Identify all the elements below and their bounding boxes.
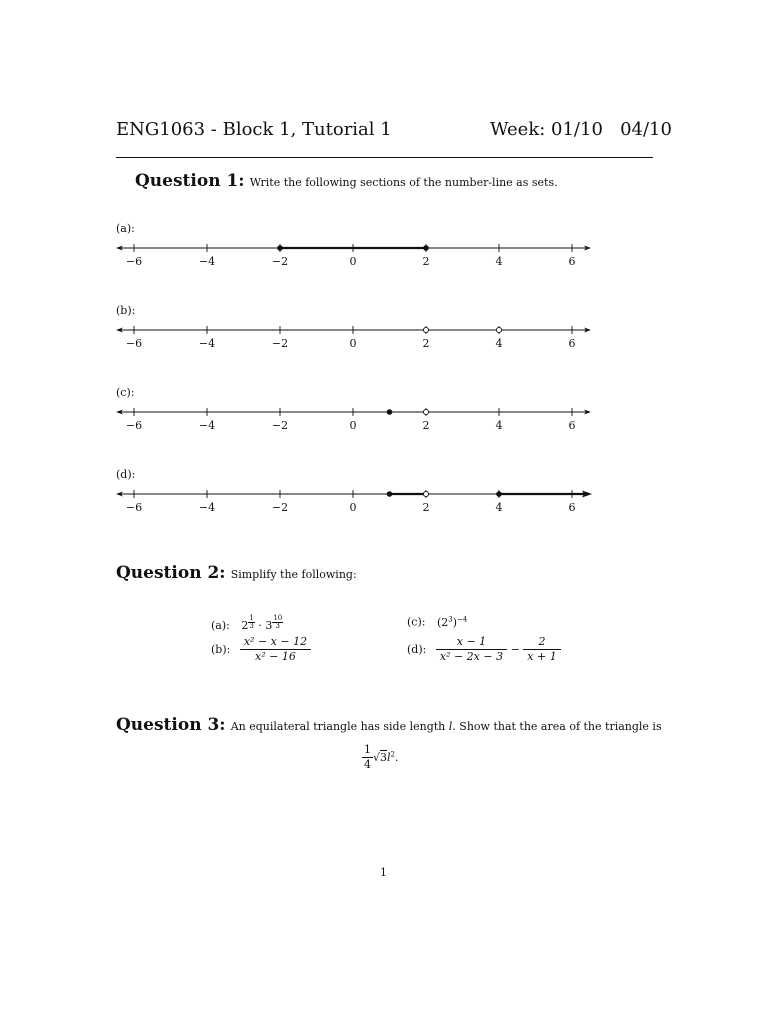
question-3-title: Question 3: bbox=[116, 715, 226, 735]
page-number: 1 bbox=[380, 866, 387, 879]
question-2-heading bbox=[116, 563, 357, 583]
q2-b-numerator: x² − x − 12 bbox=[240, 635, 311, 650]
tick-label: −4 bbox=[198, 501, 216, 514]
q3-area-formula bbox=[362, 743, 399, 772]
q2-part-b bbox=[211, 635, 311, 664]
number-line-label: (d): bbox=[116, 468, 136, 481]
question-1-text: Write the following sections of the number-line as sets. bbox=[249, 176, 558, 189]
tick-label: 2 bbox=[422, 419, 430, 432]
question-3-heading bbox=[116, 715, 676, 735]
open-endpoint bbox=[423, 327, 428, 332]
q2-d-denominator-1: x² − 2x − 3 bbox=[439, 650, 504, 663]
tick-label: −2 bbox=[271, 337, 289, 350]
question-1-heading bbox=[135, 171, 558, 191]
tick-label: −2 bbox=[271, 419, 289, 432]
q2-part-c bbox=[407, 615, 467, 629]
tick-label: 2 bbox=[422, 501, 430, 514]
number-line-label: (b): bbox=[116, 304, 136, 317]
tick-label: 2 bbox=[422, 337, 430, 350]
q3-frac-numerator: 1 bbox=[364, 743, 371, 756]
question-3-variable: l bbox=[448, 720, 453, 733]
q3-frac-denominator: 4 bbox=[364, 758, 371, 771]
tick-label: 6 bbox=[568, 501, 576, 514]
tick-label: 0 bbox=[349, 255, 357, 268]
q2-a-expression: 2 $^{\frac{1}{3}}$ · 3 $^{\frac{10}{3}}$ bbox=[241, 614, 283, 633]
tick-label: −2 bbox=[271, 501, 289, 514]
q2-d-fraction-2 bbox=[523, 635, 560, 664]
tick-label: −6 bbox=[125, 255, 143, 268]
q2-d-fraction-1 bbox=[436, 635, 507, 664]
week-label: Week: 01/10 bbox=[490, 119, 603, 140]
tick-label: −2 bbox=[271, 255, 289, 268]
tick-label: −4 bbox=[198, 255, 216, 268]
number-line bbox=[0, 238, 768, 268]
open-endpoint bbox=[423, 491, 428, 496]
tick-label: −6 bbox=[125, 501, 143, 514]
closed-endpoint bbox=[387, 409, 393, 415]
tick-label: 4 bbox=[495, 255, 503, 268]
question-2-title: Question 2: bbox=[116, 563, 226, 583]
q2-a-label: (a): bbox=[211, 619, 230, 633]
tick-label: 4 bbox=[495, 501, 503, 514]
header-rule bbox=[116, 157, 653, 158]
tick-label: −4 bbox=[198, 337, 216, 350]
closed-endpoint bbox=[496, 491, 502, 497]
q2-c-label: (c): bbox=[407, 615, 426, 629]
question-3-text-before: An equilateral triangle has side length bbox=[230, 720, 449, 733]
open-endpoint bbox=[423, 409, 428, 414]
closed-endpoint bbox=[423, 245, 429, 251]
q2-b-label: (b): bbox=[211, 643, 231, 656]
q2-c-expression: $(2^3)^{-4}$ bbox=[436, 615, 468, 629]
week-date: 04/10 bbox=[620, 119, 672, 140]
q2-d-minus: − bbox=[510, 643, 520, 656]
q2-b-fraction bbox=[240, 635, 311, 664]
tick-label: 0 bbox=[349, 501, 357, 514]
number-line bbox=[0, 402, 768, 432]
number-line-label: (a): bbox=[116, 222, 135, 235]
week-info bbox=[490, 119, 672, 140]
open-endpoint bbox=[496, 327, 501, 332]
tick-label: 6 bbox=[568, 337, 576, 350]
closed-endpoint bbox=[277, 245, 283, 251]
q2-b-denominator: x² − 16 bbox=[255, 650, 296, 663]
tick-label: 6 bbox=[568, 255, 576, 268]
question-3-text-after: . Show that the area of the triangle is bbox=[452, 720, 662, 733]
tick-label: 0 bbox=[349, 337, 357, 350]
tick-label: 6 bbox=[568, 419, 576, 432]
tick-label: −6 bbox=[125, 337, 143, 350]
q3-sqrt-term: $√3l^2$. bbox=[373, 750, 399, 765]
q2-d-numerator-2: 2 bbox=[523, 635, 560, 650]
document-title: ENG1063 - Block 1, Tutorial 1 bbox=[116, 119, 392, 140]
q2-d-denominator-2: x + 1 bbox=[527, 650, 557, 663]
closed-endpoint bbox=[387, 491, 393, 497]
tick-label: 0 bbox=[349, 419, 357, 432]
q3-fraction bbox=[362, 743, 373, 772]
question-2-text: Simplify the following: bbox=[230, 568, 357, 581]
tick-label: 4 bbox=[495, 419, 503, 432]
question-1-title: Question 1: bbox=[135, 171, 245, 191]
number-line-label: (c): bbox=[116, 386, 135, 399]
number-line bbox=[0, 320, 768, 350]
q2-d-numerator-1: x − 1 bbox=[436, 635, 507, 650]
tick-label: −6 bbox=[125, 419, 143, 432]
tick-label: 2 bbox=[422, 255, 430, 268]
number-line bbox=[0, 484, 768, 514]
tick-label: 4 bbox=[495, 337, 503, 350]
q2-part-a bbox=[211, 615, 283, 632]
tick-label: −4 bbox=[198, 419, 216, 432]
q2-part-d bbox=[407, 635, 561, 664]
q2-d-label: (d): bbox=[407, 643, 427, 656]
